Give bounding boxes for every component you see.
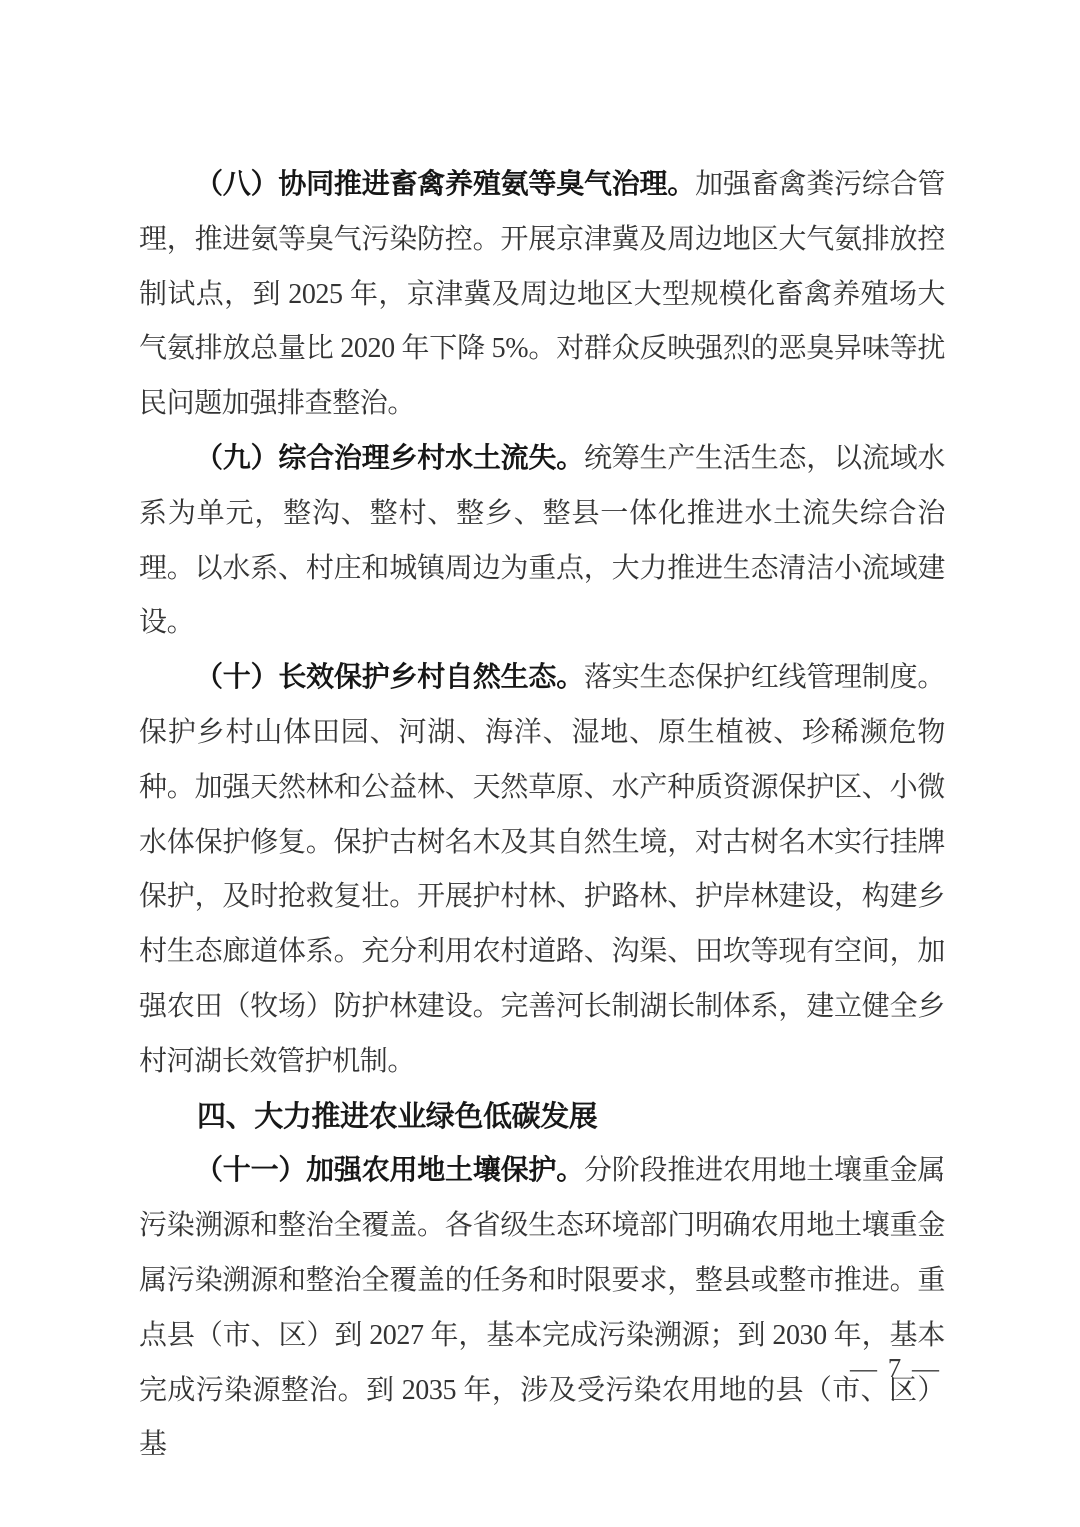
paragraph-10-lead: （十）长效保护乡村自然生态。 [195, 662, 584, 694]
page-number: — 7 — [850, 1353, 941, 1383]
paragraph-9-body: 统筹生产生活生态，以流域水系为单元，整沟、整村、整乡、整县一体化推进水土流失综合治理。以水系、村庄和城镇周边为重点，大力推进生态清洁小流域建设。 [139, 442, 945, 639]
paragraph-8 [139, 158, 945, 432]
paragraph-9 [139, 432, 945, 651]
paragraph-10-body: 落实生态保护红线管理制度。保护乡村山体田园、河湖、海洋、湿地、原生植被、珍稀濒危物种。加强天然林和公益林、天然草原、水产种质资源保护区、小微水体保护修复。保护古树名木及其自然生境，对古树名木实行挂牌保护，及时抢救复壮。开展护村林、护路林、护岸林建设，构建乡村生态廊道体系。充分利用农村道路、沟渠、田坎等现有空间，加强农田（牧场）防护林建设。完善河长制湖长制体系，建立健全乡村河湖长效管护机制。 [139, 662, 945, 1077]
paragraph-10 [139, 651, 945, 1089]
paragraph-11 [139, 1144, 945, 1473]
paragraph-9-lead: （九）综合治理乡村水土流失。 [195, 442, 584, 474]
paragraph-11-body: 分阶段推进农用地土壤重金属污染溯源和整治全覆盖。各省级生态环境部门明确农用地土壤重金属污染溯源和整治全覆盖的任务和时限要求，整县或整市推进。重点县（市、区）到 2027 年，基本完成污染溯源；到 2030 年，基本完成污染源整治。到 2035 年，涉及受污染农用地的县（市、区）基 [139, 1155, 945, 1461]
section-heading-4: 四、大力推进农业绿色低碳发展 [197, 1100, 598, 1133]
paragraph-11-lead: （十一）加强农用地土壤保护。 [195, 1155, 584, 1187]
document-text-block [139, 158, 945, 1473]
paragraph-8-body: 加强畜禽粪污综合管理，推进氨等臭气污染防控。开展京津冀及周边地区大气氨排放控制试点，到 2025 年，京津冀及周边地区大型规模化畜禽养殖场大气氨排放总量比 2020 年下降 5%。对群众反映强烈的恶臭异味等扰民问题加强排查整治。 [139, 169, 945, 420]
paragraph-8-lead: （八）协同推进畜禽养殖氨等臭气治理。 [195, 169, 696, 200]
